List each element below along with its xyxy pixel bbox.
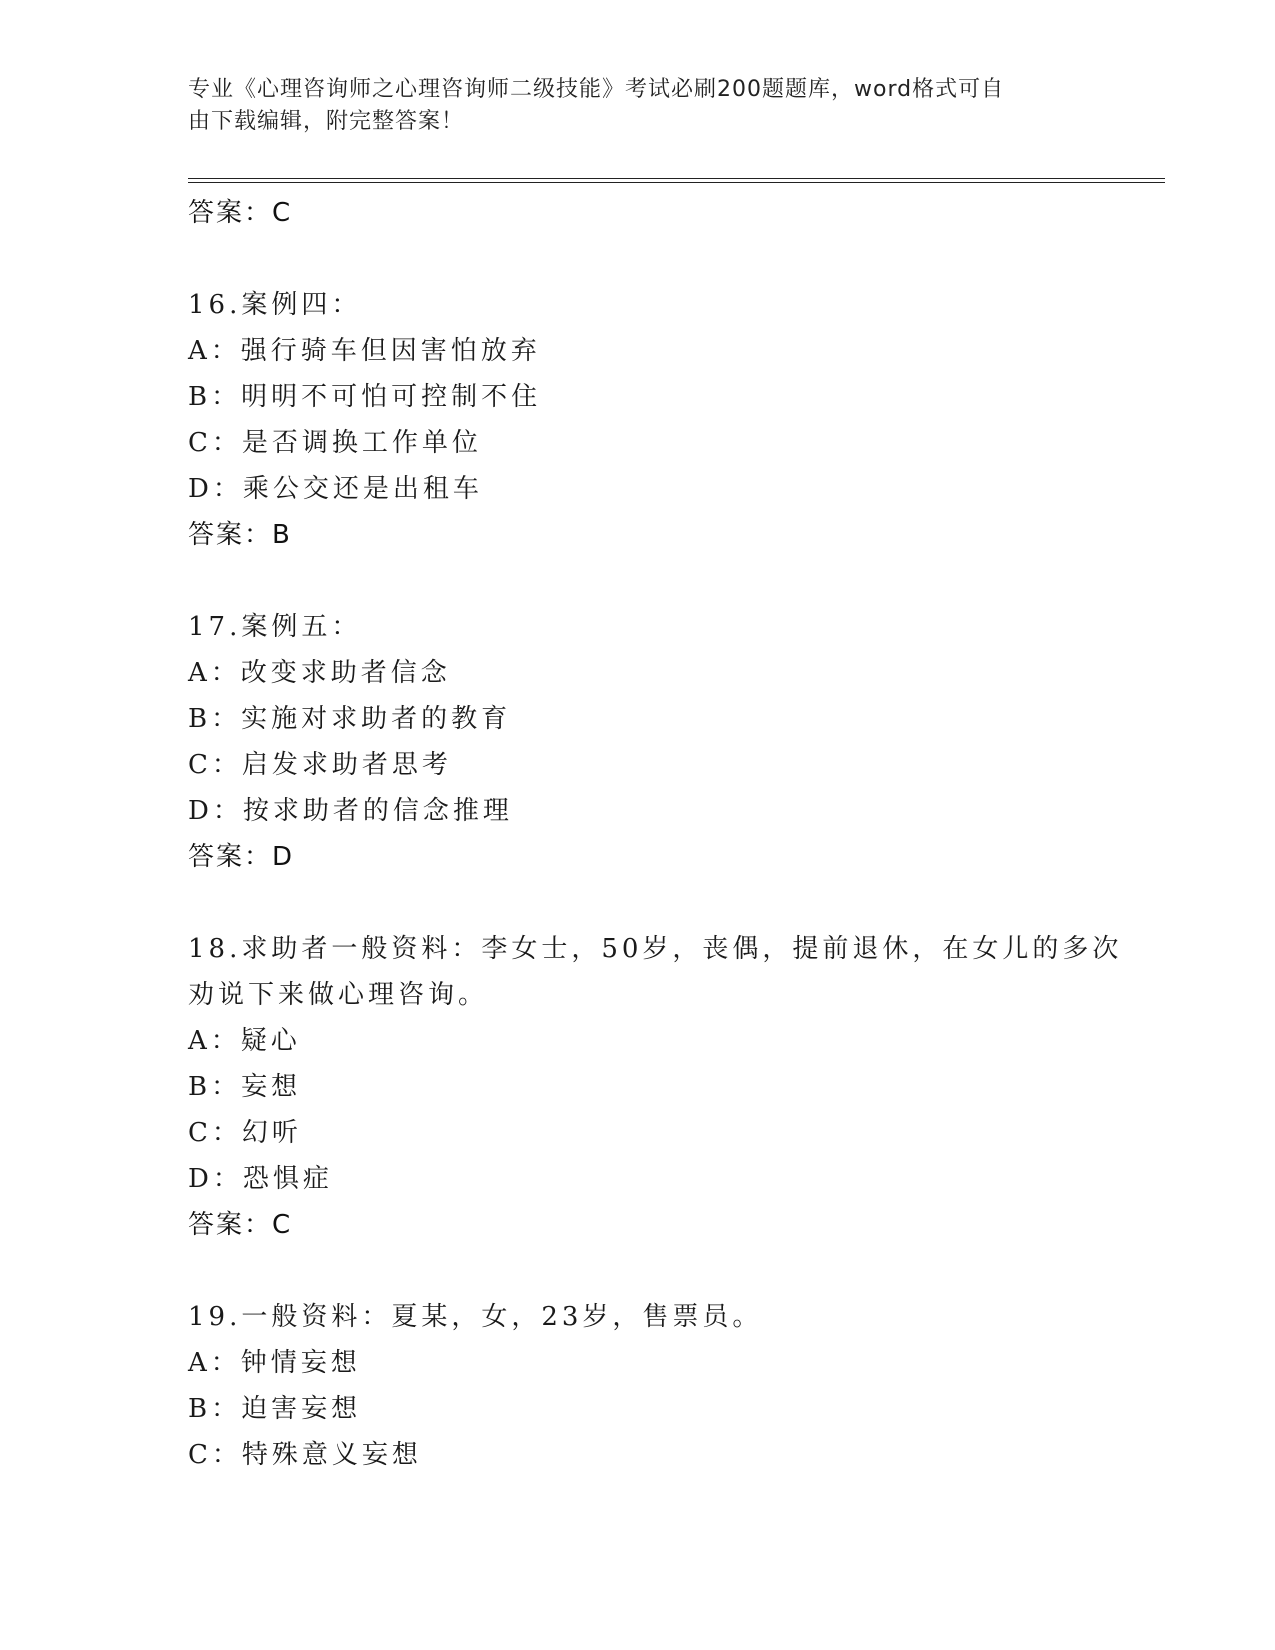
option-c: C：启发求助者思考 (188, 750, 452, 780)
document-header (188, 74, 1088, 138)
option-a: A：疑心 (188, 1026, 301, 1056)
option-d: D：乘公交还是出租车 (188, 474, 483, 504)
spacer (188, 558, 1148, 604)
option-d: D：恐惧症 (188, 1164, 333, 1194)
question-19 (188, 1294, 1148, 1478)
question-title-line-2: 劝说下来做心理咨询。 (188, 980, 489, 1010)
option-d: D：按求助者的信念推理 (188, 796, 513, 826)
header-line-2: 由下载编辑，附完整答案！ (188, 109, 465, 134)
spacer (188, 1248, 1148, 1294)
option-b: B：明明不可怕可控制不住 (188, 382, 542, 412)
header-line-1: 专业《心理咨询师之心理咨询师二级技能》考试必刷200题题库，word格式可自 (188, 77, 1005, 102)
option-b: B：迫害妄想 (188, 1394, 362, 1424)
spacer (188, 236, 1148, 282)
question-17 (188, 604, 1148, 880)
header-divider (188, 178, 1165, 183)
question-title: 17.案例五： (188, 612, 362, 642)
option-c: C：是否调换工作单位 (188, 428, 482, 458)
option-a: A：改变求助者信念 (188, 658, 451, 688)
answer-line: 答案：C (188, 1210, 293, 1240)
option-b: B：妄想 (188, 1072, 302, 1102)
question-title-line-1: 18.求助者一般资料：李女士，50岁，丧偶，提前退休，在女儿的多次 (188, 934, 1123, 964)
question-title: 16.案例四： (188, 290, 362, 320)
option-c: C：特殊意义妄想 (188, 1440, 422, 1470)
question-title: 19.一般资料：夏某，女，23岁，售票员。 (188, 1302, 763, 1332)
option-c: C：幻听 (188, 1118, 302, 1148)
answer-line: 答案：D (188, 842, 295, 872)
option-a: A：钟情妄想 (188, 1348, 361, 1378)
option-b: B：实施对求助者的教育 (188, 704, 512, 734)
answer-line: 答案：B (188, 520, 292, 550)
answer-line: 答案：C (188, 198, 293, 228)
question-list (188, 190, 1148, 1478)
spacer (188, 880, 1148, 926)
question-18 (188, 926, 1148, 1248)
question-16 (188, 282, 1148, 558)
option-a: A：强行骑车但因害怕放弃 (188, 336, 541, 366)
